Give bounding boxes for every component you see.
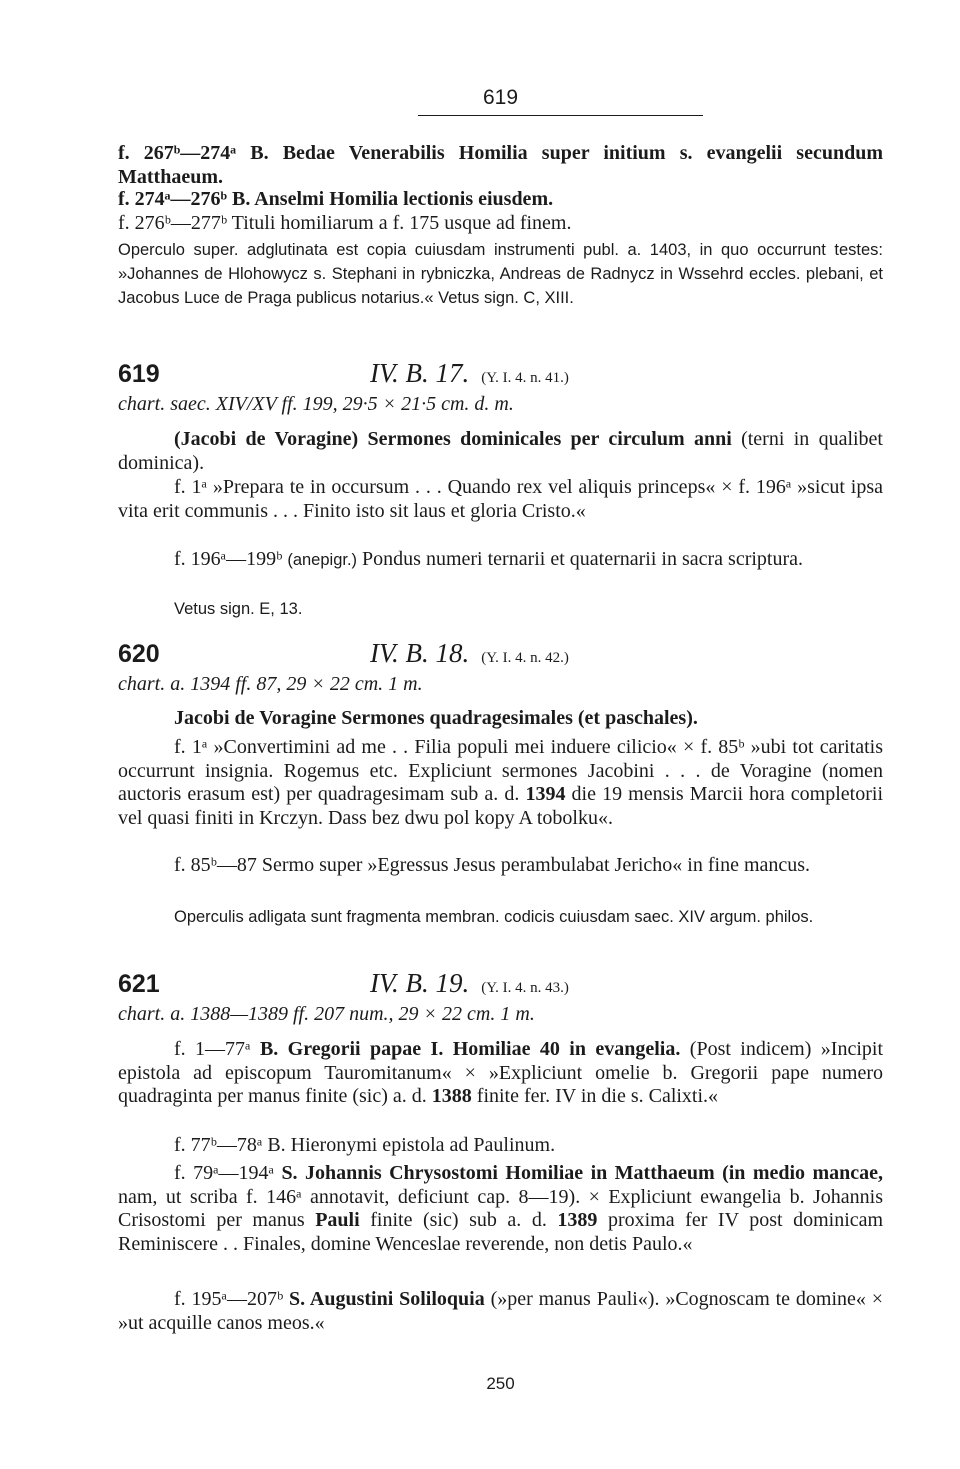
entry-619-vetus: Vetus sign. E, 13. bbox=[174, 600, 303, 618]
entry-620-description: chart. a. 1394 ff. 87, 29 × 22 cm. 1 m. bbox=[118, 673, 423, 695]
entry-619-title: (Jacobi de Voragine) Sermones dominicales per circulum anni (terni in qualibet dominica). bbox=[118, 428, 883, 474]
entry-619-description: chart. saec. XIV/XV ff. 199, 29·5 × 21·5 cm. d. m. bbox=[118, 393, 514, 415]
entry-620-para-1: f. 1ᵃ »Convertimini ad me . . Filia populi mei induere cilicio« × f. 85ᵇ »ubi tot caritatis occurrunt insignia. Rogemus etc. Expliciunt sermones Jacobini . . . de Voragine (nomen auctoris erasum est) per quadragesimam sub a. d. 1394 die 19 mensis Marcii hora completorii vel quasi finiti in Krczyn. Dass bez dwu pol kopy A tobolku«. bbox=[118, 736, 884, 829]
entry-620-para-2: f. 85ᵇ—87 Sermo super »Egressus Jesus perambulabat Jericho« in fine mancus. bbox=[174, 854, 811, 876]
header-rule bbox=[418, 115, 703, 116]
entry-620-title: Jacobi de Voragine Sermones quadragesimales (et paschales). bbox=[174, 707, 698, 729]
entry-621-para-3: f. 79ᵃ—194ᵃ S. Johannis Chrysostomi Homiliae in Matthaeum (in medio mancae, nam, ut scriba f. 146ᵃ annotavit, deficiunt cap. 8—19). × Expliciunt ewangelia b. Johannis Crisostomi per manus Pauli finite (sic) sub a. d. 1389 proxima fer IV post dominicam Reminiscere . . Finales, domine Wenceslae reverende, non detis Paulo.« bbox=[118, 1162, 884, 1255]
entry-620-signature: IV. B. 18. (Y. I. 4. n. 42.) bbox=[370, 638, 569, 668]
entry-620-note: Operculis adligata sunt fragmenta membran. codicis cuiusdam saec. XIV argum. philos. bbox=[174, 908, 814, 926]
entry-621-para-1: f. 1—77ᵃ B. Gregorii papae I. Homiliae 40 in evangelia. (Post indicem) »Incipit epistola ad episcopum Tauromitanum« × »Expliciunt omelie b. Gregorii pape numero quadraginta per manus finite (sic) a. d. 1388 finite fer. IV in die s. Calixti.« bbox=[118, 1038, 883, 1107]
block-a-note: Operculo super. adglutinata est copia cuiusdam instrumenti publ. a. 1403, in quo occurrunt testes: »Johannes de Hlohowycz s. Stephani in rybniczka, Andreas de Radnycz in Wssehrd eccles. plebani, et Jacobus Luce de Praga publicus notarius.« Vetus sign. C, XIII. bbox=[118, 241, 883, 307]
entry-619-heading bbox=[118, 360, 883, 394]
block-a-line-2: f. 274ᵃ—276ᵇ B. Anselmi Homilia lectionis eiusdem. bbox=[118, 188, 554, 210]
block-a-line-3: f. 276ᵇ—277ᵇ Tituli homiliarum a f. 175 usque ad finem. bbox=[118, 212, 572, 234]
entry-621-description: chart. a. 1388—1389 ff. 207 num., 29 × 22 cm. 1 m. bbox=[118, 1003, 535, 1025]
entry-620-heading bbox=[118, 640, 883, 674]
entry-619-number: 619 bbox=[118, 360, 160, 388]
page-number: 619 bbox=[482, 86, 519, 109]
entry-621-number: 621 bbox=[118, 970, 160, 998]
entry-621-signature: IV. B. 19. (Y. I. 4. n. 43.) bbox=[370, 968, 569, 998]
entry-619-para-1: f. 1ᵃ »Prepara te in occursum . . . Quando rex vel aliquis princeps« × f. 196ᵃ »sicut ipsa vita erit communis . . . Finito isto sit laus et gloria Cristo.« bbox=[118, 476, 883, 522]
entry-619-para-2: f. 196ᵃ—199ᵇ (anepigr.) Pondus numeri ternarii et quaternarii in sacra scriptura. bbox=[174, 548, 804, 570]
entry-621-para-2: f. 77ᵇ—78ᵃ B. Hieronymi epistola ad Paulinum. bbox=[174, 1134, 556, 1156]
entry-619-signature: IV. B. 17. (Y. I. 4. n. 41.) bbox=[370, 358, 569, 388]
entry-620-number: 620 bbox=[118, 640, 160, 668]
block-a-line-1: f. 267ᵇ—274ᵃ B. Bedae Venerabilis Homilia super initium s. evangelii secundum Matthaeum. bbox=[118, 142, 883, 188]
footer-number: 250 bbox=[486, 1374, 515, 1393]
entry-621-heading bbox=[118, 970, 883, 1004]
entry-621-para-4: f. 195ᵃ—207ᵇ S. Augustini Soliloquia (»per manus Pauli«). »Cognoscam te domine« × »ut acquille canos meos.« bbox=[118, 1288, 884, 1334]
